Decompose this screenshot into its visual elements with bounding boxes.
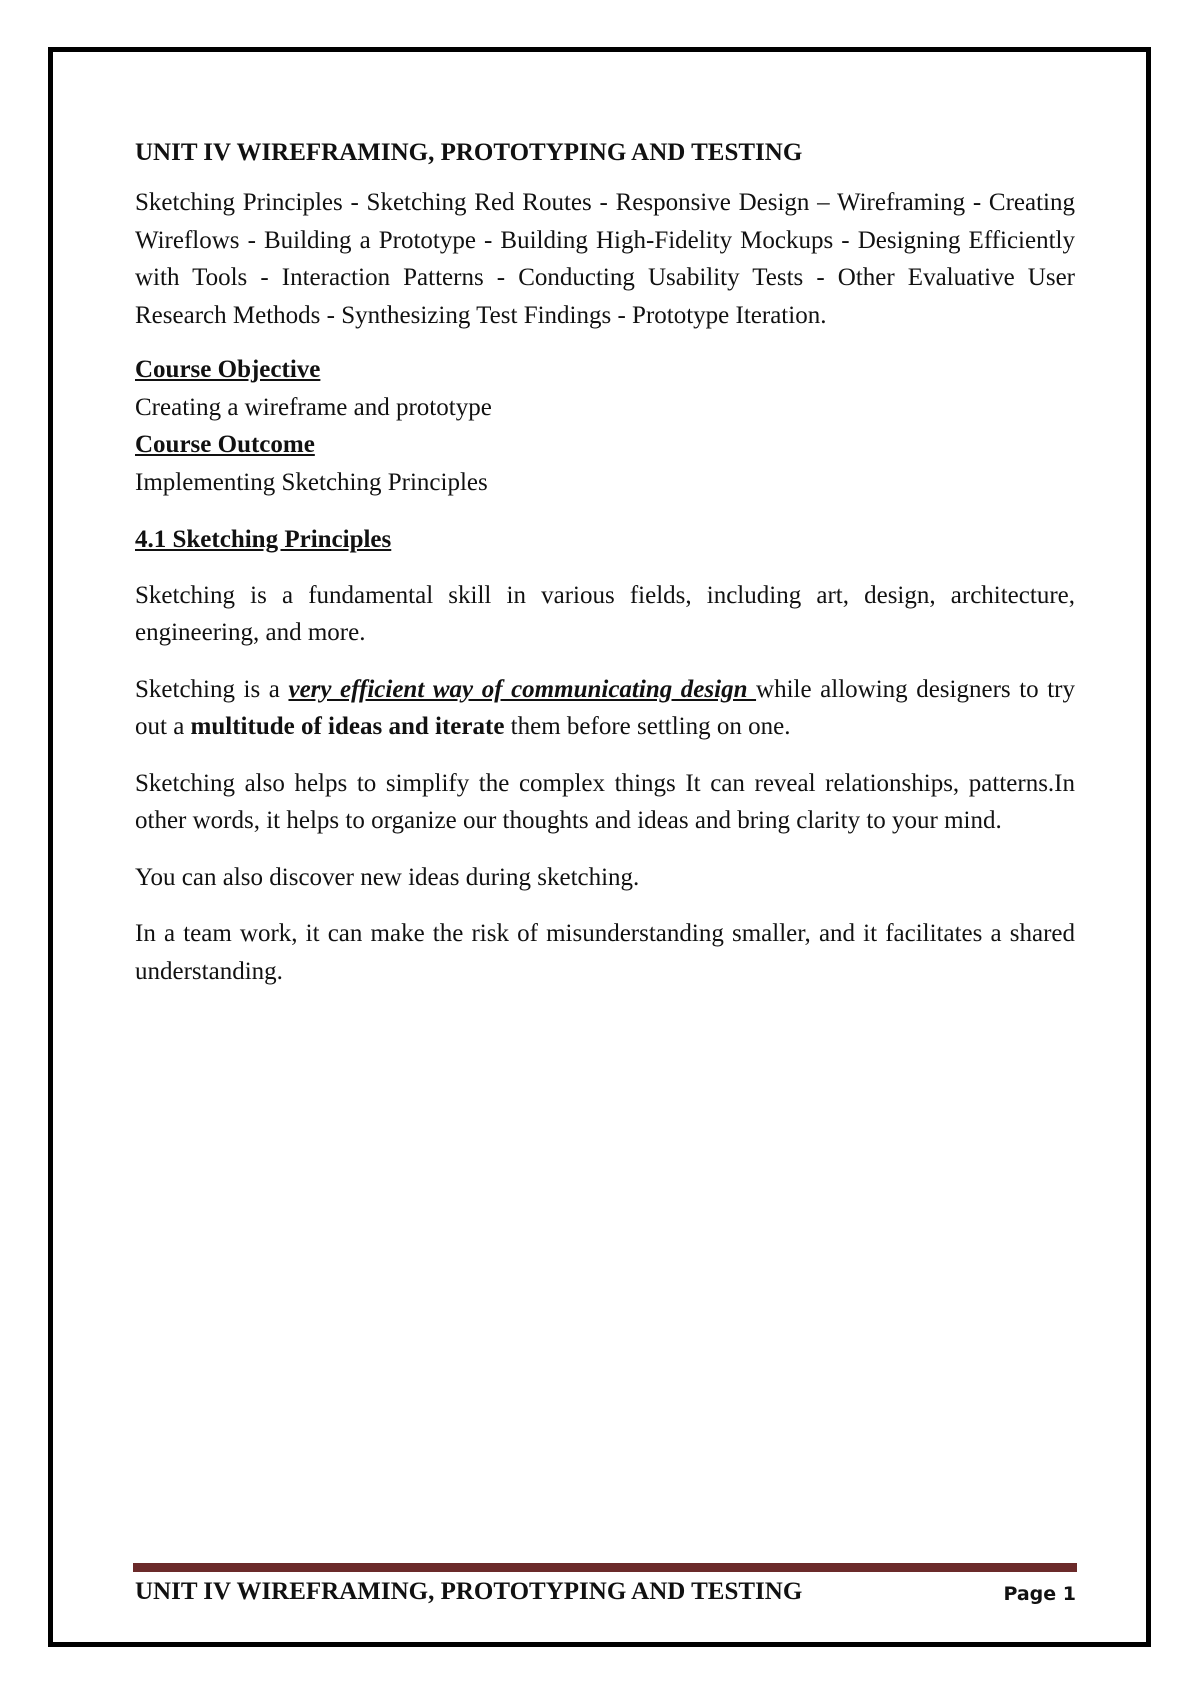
course-objective-text: Creating a wireframe and prototype xyxy=(135,393,492,421)
bold-text: multitude of ideas and iterate xyxy=(190,713,505,740)
paragraph-simplify: Sketching also helps to simplify the complex things It can reveal relationships, patterns.In other words, it helps to organize our thoughts and ideas and bring clarity to your mind. xyxy=(135,769,1075,834)
course-outcome-heading: Course Outcome xyxy=(135,431,315,458)
paragraph-efficient-communication xyxy=(135,671,1075,746)
unit-title: UNIT IV WIREFRAMING, PROTOTYPING AND TESTING xyxy=(135,139,803,166)
paragraph-discover: You can also discover new ideas during sketching. xyxy=(135,863,640,891)
emphasis-text: very efficient way of communicating design xyxy=(288,675,757,703)
course-outcome-text: Implementing Sketching Principles xyxy=(135,468,488,496)
paragraph-fundamental-skill: Sketching is a fundamental skill in various fields, including art, design, architecture, engineering, and more. xyxy=(135,581,1075,646)
paragraph-text: them before settling on one. xyxy=(504,713,791,740)
page-content xyxy=(135,136,1075,1009)
paragraph-team-work: In a team work, it can make the risk of misunderstanding smaller, and it facilitates a shared understanding. xyxy=(135,920,1075,985)
paragraph-text: Sketching is a xyxy=(135,675,289,703)
footer-rule xyxy=(133,1563,1077,1572)
section-heading: 4.1 Sketching Principles xyxy=(135,526,392,553)
course-objective-heading: Course Objective xyxy=(135,356,321,383)
footer-title: UNIT IV WIREFRAMING, PROTOTYPING AND TESTING xyxy=(135,1578,803,1605)
paragraph-text: while allowing designers to try out a xyxy=(135,675,1075,740)
page-number: Page 1 xyxy=(1003,1583,1076,1605)
unit-topics: Sketching Principles - Sketching Red Routes - Responsive Design – Wireframing - Creating Wireflows - Building a Prototype - Building High-Fidelity Mockups - Designing Efficiently with Tools - Interaction Patterns - Conducting Usability Tests - Other Evaluative User Research Methods - Synthesizing Test Findings - Prototype Iteration. xyxy=(135,189,1075,329)
